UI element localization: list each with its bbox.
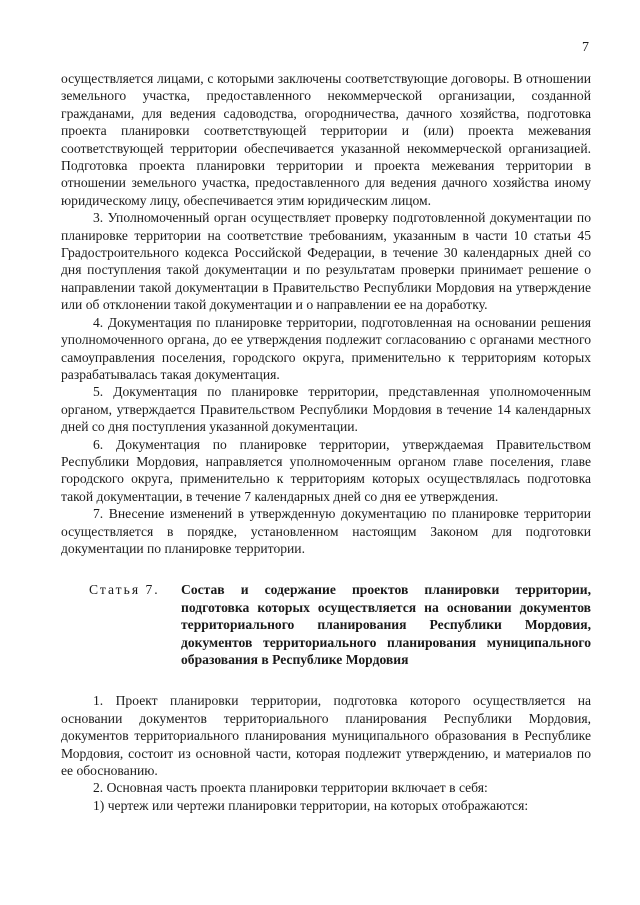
article-paragraph-1: 1. Проект планировки территории, подготовка которого осуществляется на основании документов территориального планирования Республики Мордовия, документов территориального планирования муниципального образования в Республике Мордовия, состоит из основной части, которая подлежит утверждению, и материалов по ее обоснованию. xyxy=(61,693,591,779)
paragraph-5: 5. Документация по планировке территории, представленная уполномоченным органом, утверждается Правительством Республики Мордовия в течение 14 календарных дней со дня поступления указанной документации. xyxy=(61,384,591,435)
article-heading xyxy=(89,581,591,668)
paragraph-7: 7. Внесение изменений в утвержденную документацию по планировке территории осуществляется в порядке, установленном настоящим Законом для подготовки документации по планировке территории. xyxy=(61,506,591,556)
article-subitem-1: 1) чертеж или чертежи планировки территории, на которых отображаются: xyxy=(93,797,529,813)
article-paragraph-2: 2. Основная часть проекта планировки территории включает в себя: xyxy=(93,780,488,796)
page-number: 7 xyxy=(582,40,589,55)
paragraph-continuation: осуществляется лицами, с которыми заключены соответствующие договоры. В отношении земельного участка, предоставленного некоммерческой организации, созданной гражданами, для ведения садоводства, огородничества, дачного хозяйства, подготовка проекта планировки соответствующей территории и (или) проекта межевания соответствующей территории обеспечивается указанной некоммерческой организацией. Подготовка проекта планировки территории и проекта межевания территории в отношении земельного участка, предоставленного для ведения дачного хозяйства иному юридическому лицу, обеспечивается этим юридическим лицом. xyxy=(61,71,591,208)
document-body xyxy=(61,70,591,814)
paragraph-4: 4. Документация по планировке территории, подготовленная на основании решения уполномоченного органа, до ее утверждения подлежит согласованию с органами местного самоуправления поселения, городского округа, применительно к территориям которых разрабатывалась такая документация. xyxy=(61,314,591,382)
paragraph-3: 3. Уполномоченный орган осуществляет проверку подготовленной документации по планировке территории на соответствие требованиям, указанным в части 10 статьи 45 Градостроительного кодекса Российской Федерации, в течение 30 календарных дней со дня поступления такой документации и по результатам проверки принимает решение о направлении такой документации в Правительство Республики Мордовия на утверждение или об отклонении такой документации и о направлении ее на доработку. xyxy=(61,210,591,313)
paragraph-6: 6. Документация по планировке территории, утверждаемая Правительством Республики Мордовия, направляется уполномоченным органом главе поселения, главе городского округа, применительно к территориям которых осуществлялась подготовка такой документации, в течение 7 календарных дней со дня ее утверждения. xyxy=(61,436,591,504)
article-title: Состав и содержание проектов планировки территории, подготовка которых осуществляется на основании документов территориального планирования Республики Мордовия, документов территориального планирования муниципального образования в Республике Мордовия xyxy=(181,582,591,667)
article-label: Статья 7. xyxy=(89,582,160,598)
